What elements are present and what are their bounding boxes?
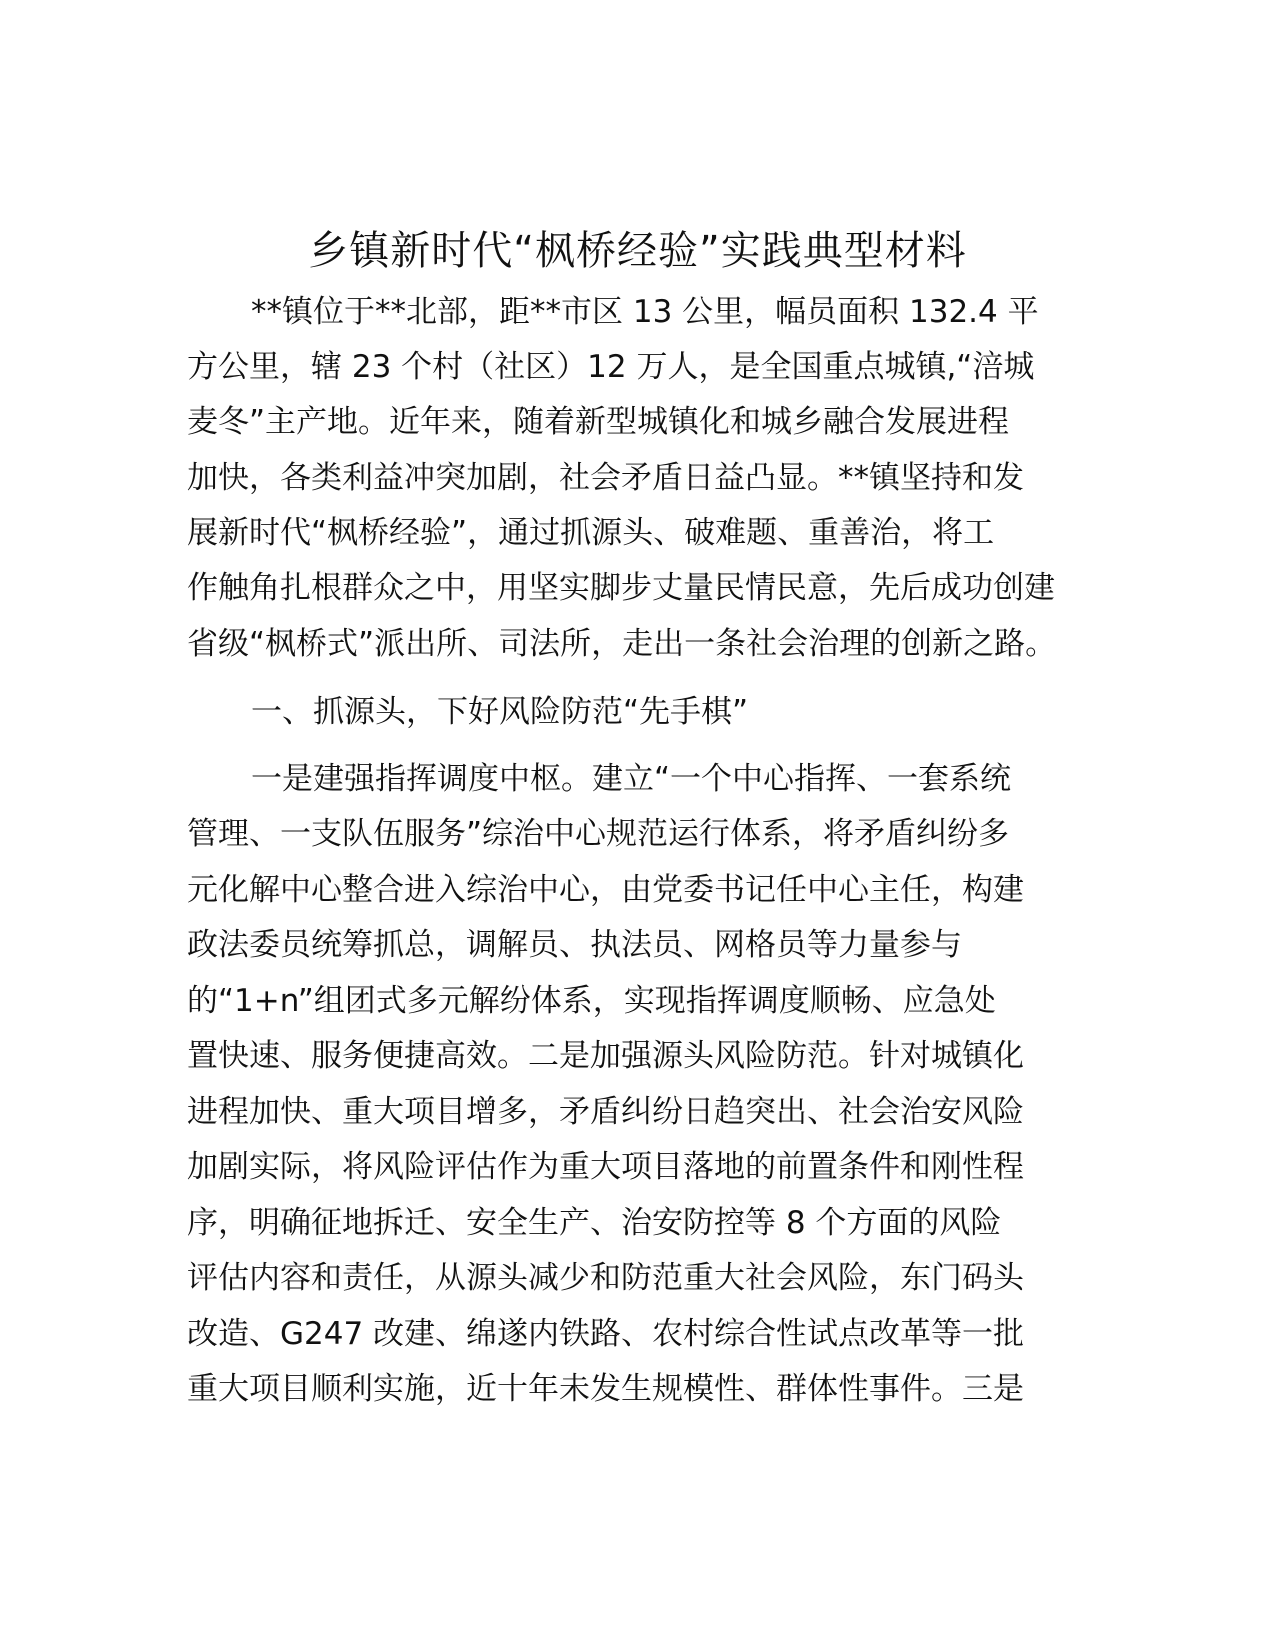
body-line: 管理、一支队伍服务”综治中心规范运行体系，将矛盾纠纷多 bbox=[187, 816, 1010, 852]
body-line: 麦冬”主产地。近年来，随着新型城镇化和城乡融合发展进程 bbox=[187, 404, 1010, 440]
body-line: 加快，各类利益冲突加剧，社会矛盾日益凸显。**镇坚持和发 bbox=[187, 460, 1024, 496]
document-title: 乡镇新时代“枫桥经验”实践典型材料 bbox=[308, 228, 967, 274]
body-line: 进程加快、重大项目增多，矛盾纠纷日趋突出、社会治安风险 bbox=[187, 1094, 1024, 1130]
body-line: 评估内容和责任，从源头减少和防范重大社会风险，东门码头 bbox=[187, 1260, 1024, 1296]
body-line: 展新时代“枫桥经验”，通过抓源头、破难题、重善治，将工 bbox=[187, 515, 995, 551]
body-line: 省级“枫桥式”派出所、司法所，走出一条社会治理的创新之路。 bbox=[187, 626, 1057, 662]
body-line: 元化解中心整合进入综治中心，由党委书记任中心主任，构建 bbox=[187, 872, 1024, 908]
section-heading: 一、抓源头，下好风险防范“先手棋” bbox=[251, 694, 749, 730]
body-line: **镇位于**北部，距**市区 13 公里，幅员面积 132.4 平 bbox=[251, 294, 1039, 330]
body-line: 序，明确征地拆迁、安全生产、治安防控等 8 个方面的风险 bbox=[187, 1205, 1002, 1241]
body-line: 改造、G247 改建、绵遂内铁路、农村综合性试点改革等一批 bbox=[187, 1316, 1025, 1352]
body-line: 方公里，辖 23 个村（社区）12 万人，是全国重点城镇,“涪城 bbox=[187, 349, 1035, 385]
body-line: 政法委员统筹抓总，调解员、执法员、网格员等力量参与 bbox=[187, 927, 962, 963]
body-line: 作触角扎根群众之中，用坚实脚步丈量民情民意，先后成功创建 bbox=[187, 570, 1055, 606]
body-line: 置快速、服务便捷高效。二是加强源头风险防范。针对城镇化 bbox=[187, 1038, 1024, 1074]
body-line: 的“1+n”组团式多元解纷体系，实现指挥调度顺畅、应急处 bbox=[187, 983, 996, 1019]
body-line: 重大项目顺利实施，近十年未发生规模性、群体性事件。三是 bbox=[187, 1371, 1024, 1407]
body-line: 加剧实际，将风险评估作为重大项目落地的前置条件和刚性程 bbox=[187, 1149, 1024, 1185]
body-line: 一是建强指挥调度中枢。建立“一个中心指挥、一套系统 bbox=[251, 761, 1012, 797]
